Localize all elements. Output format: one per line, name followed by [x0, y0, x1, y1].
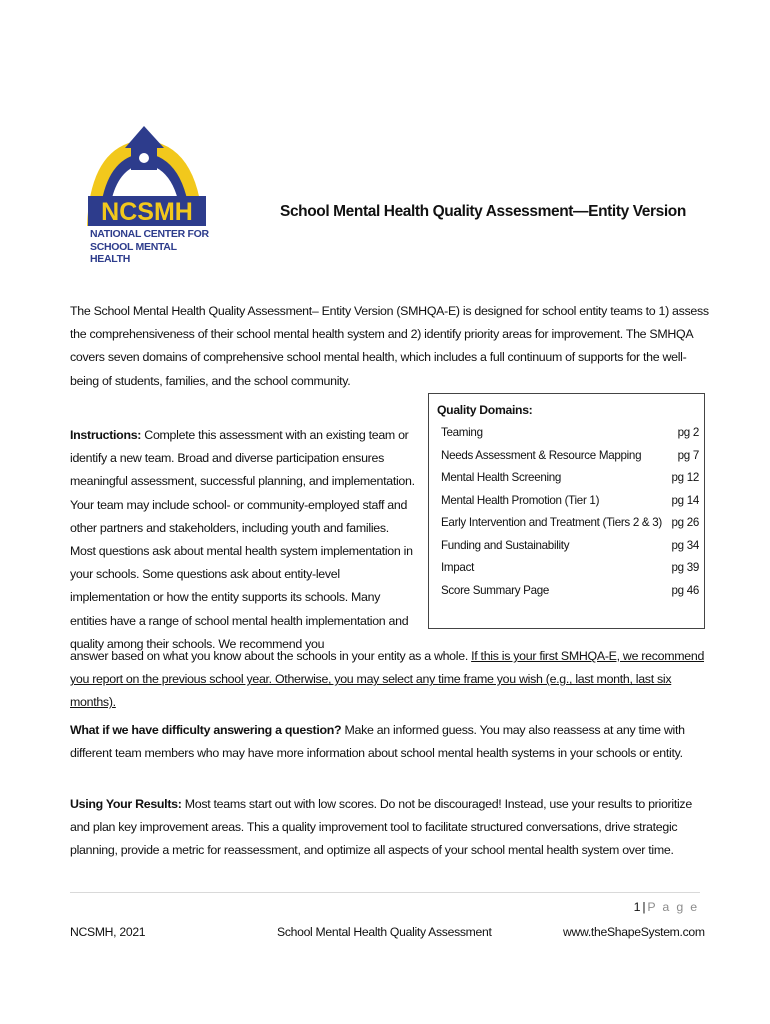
domain-row [441, 584, 699, 607]
page-number [634, 900, 699, 914]
results-text: Most teams start out with low scores. Do not be discouraged! Instead, use your results to prioritize and plan key improvement areas. This a quality improvement tool to facilitate structured conversations, drive strategic planning, provide a metric for reassessment, and optimize all aspects of your school mental health system over time. [70, 797, 692, 858]
logo-acronym: NCSMH [101, 198, 193, 226]
quality-domains-box [428, 393, 705, 629]
instructions-label: Instructions: [70, 428, 142, 442]
intro-paragraph: The School Mental Health Quality Assessment– Entity Version (SMHQA-E) is designed for school entity teams to 1) assess the comprehensiveness of their school mental health system and 2) identify priority areas for improvement. The SMHQA covers seven domains of comprehensive school mental health, which includes a full continuum of supports for the well-being of students, families, and the school community. [70, 304, 709, 388]
results-paragraph [70, 793, 710, 863]
domain-page: pg 14 [671, 493, 699, 507]
domain-page: pg 39 [671, 561, 699, 574]
instructions-text: Complete this assessment with an existing team or identify a new team. Broad and diverse participation ensures meaningful assessment, successful planning, and implementation. Your team may include school- or community-employed staff and other partners and stakeholders, including youth and families. Most questions ask about mental health system implementation in your schools. Some questions ask about entity-level implementation or how the entity supports its schools. Many entities have a range of school mental health implementation and quality among their schools. We recommend you [70, 428, 415, 651]
page-number-word: P a g e [647, 900, 699, 914]
domain-page: pg 34 [671, 538, 699, 552]
quality-domains-heading: Quality Domains: [437, 403, 533, 417]
domain-page: pg 12 [671, 471, 699, 484]
domain-name: Impact [441, 561, 474, 574]
domain-name: Early Intervention and Treatment (Tiers 2 & 3) [441, 516, 662, 529]
quality-domains-list [441, 426, 699, 606]
domain-row [441, 494, 699, 517]
domain-row [441, 539, 699, 562]
difficulty-label: What if we have difficulty answering a question? [70, 723, 342, 737]
domain-row [441, 471, 699, 494]
results-label: Using Your Results: [70, 797, 182, 811]
instructions-tail-text: answer based on what you know about the schools in your entity as a whole. [70, 649, 468, 663]
domain-row [441, 426, 699, 449]
domain-page: pg 7 [677, 448, 699, 462]
domain-row [441, 561, 699, 584]
footer-divider [70, 892, 700, 893]
schoolhouse-logo-icon [82, 122, 212, 228]
page-number-separator: | [642, 900, 646, 914]
footer-center: School Mental Health Quality Assessment [277, 925, 492, 939]
ncsmh-logo [82, 122, 212, 265]
page-title: School Mental Health Quality Assessment—Entity Version [280, 203, 686, 220]
logo-line-2: SCHOOL MENTAL HEALTH [90, 241, 177, 265]
domain-name: Funding and Sustainability [441, 538, 570, 552]
domain-row [441, 516, 699, 539]
domain-name: Needs Assessment & Resource Mapping [441, 448, 642, 462]
domain-page: pg 26 [671, 516, 699, 529]
instructions-paragraph [70, 424, 415, 656]
footer-right: www.theShapeSystem.com [563, 925, 705, 939]
logo-line-1: NATIONAL CENTER FOR [90, 228, 209, 240]
domain-page: pg 46 [671, 583, 699, 597]
difficulty-paragraph [70, 719, 710, 765]
page-number-value: 1 [633, 900, 641, 914]
domain-row [441, 449, 699, 472]
instructions-underlined-text: If this is your first SMHQA-E, we recommend you report on the previous school year. Otherwise, you may select any time frame you wish (e.g., last month, last six months). [70, 649, 705, 710]
footer-left: NCSMH, 2021 [70, 925, 146, 939]
instructions-continuation [70, 645, 710, 715]
domain-name: Mental Health Screening [441, 471, 562, 484]
difficulty-text: Make an informed guess. You may also reassess at any time with different team members who may have more information about school mental health systems in your schools or entity. [70, 723, 685, 761]
domain-name: Mental Health Promotion (Tier 1) [441, 493, 600, 507]
domain-page: pg 2 [677, 426, 699, 439]
domain-name: Teaming [441, 426, 483, 439]
domain-name: Score Summary Page [441, 583, 550, 597]
